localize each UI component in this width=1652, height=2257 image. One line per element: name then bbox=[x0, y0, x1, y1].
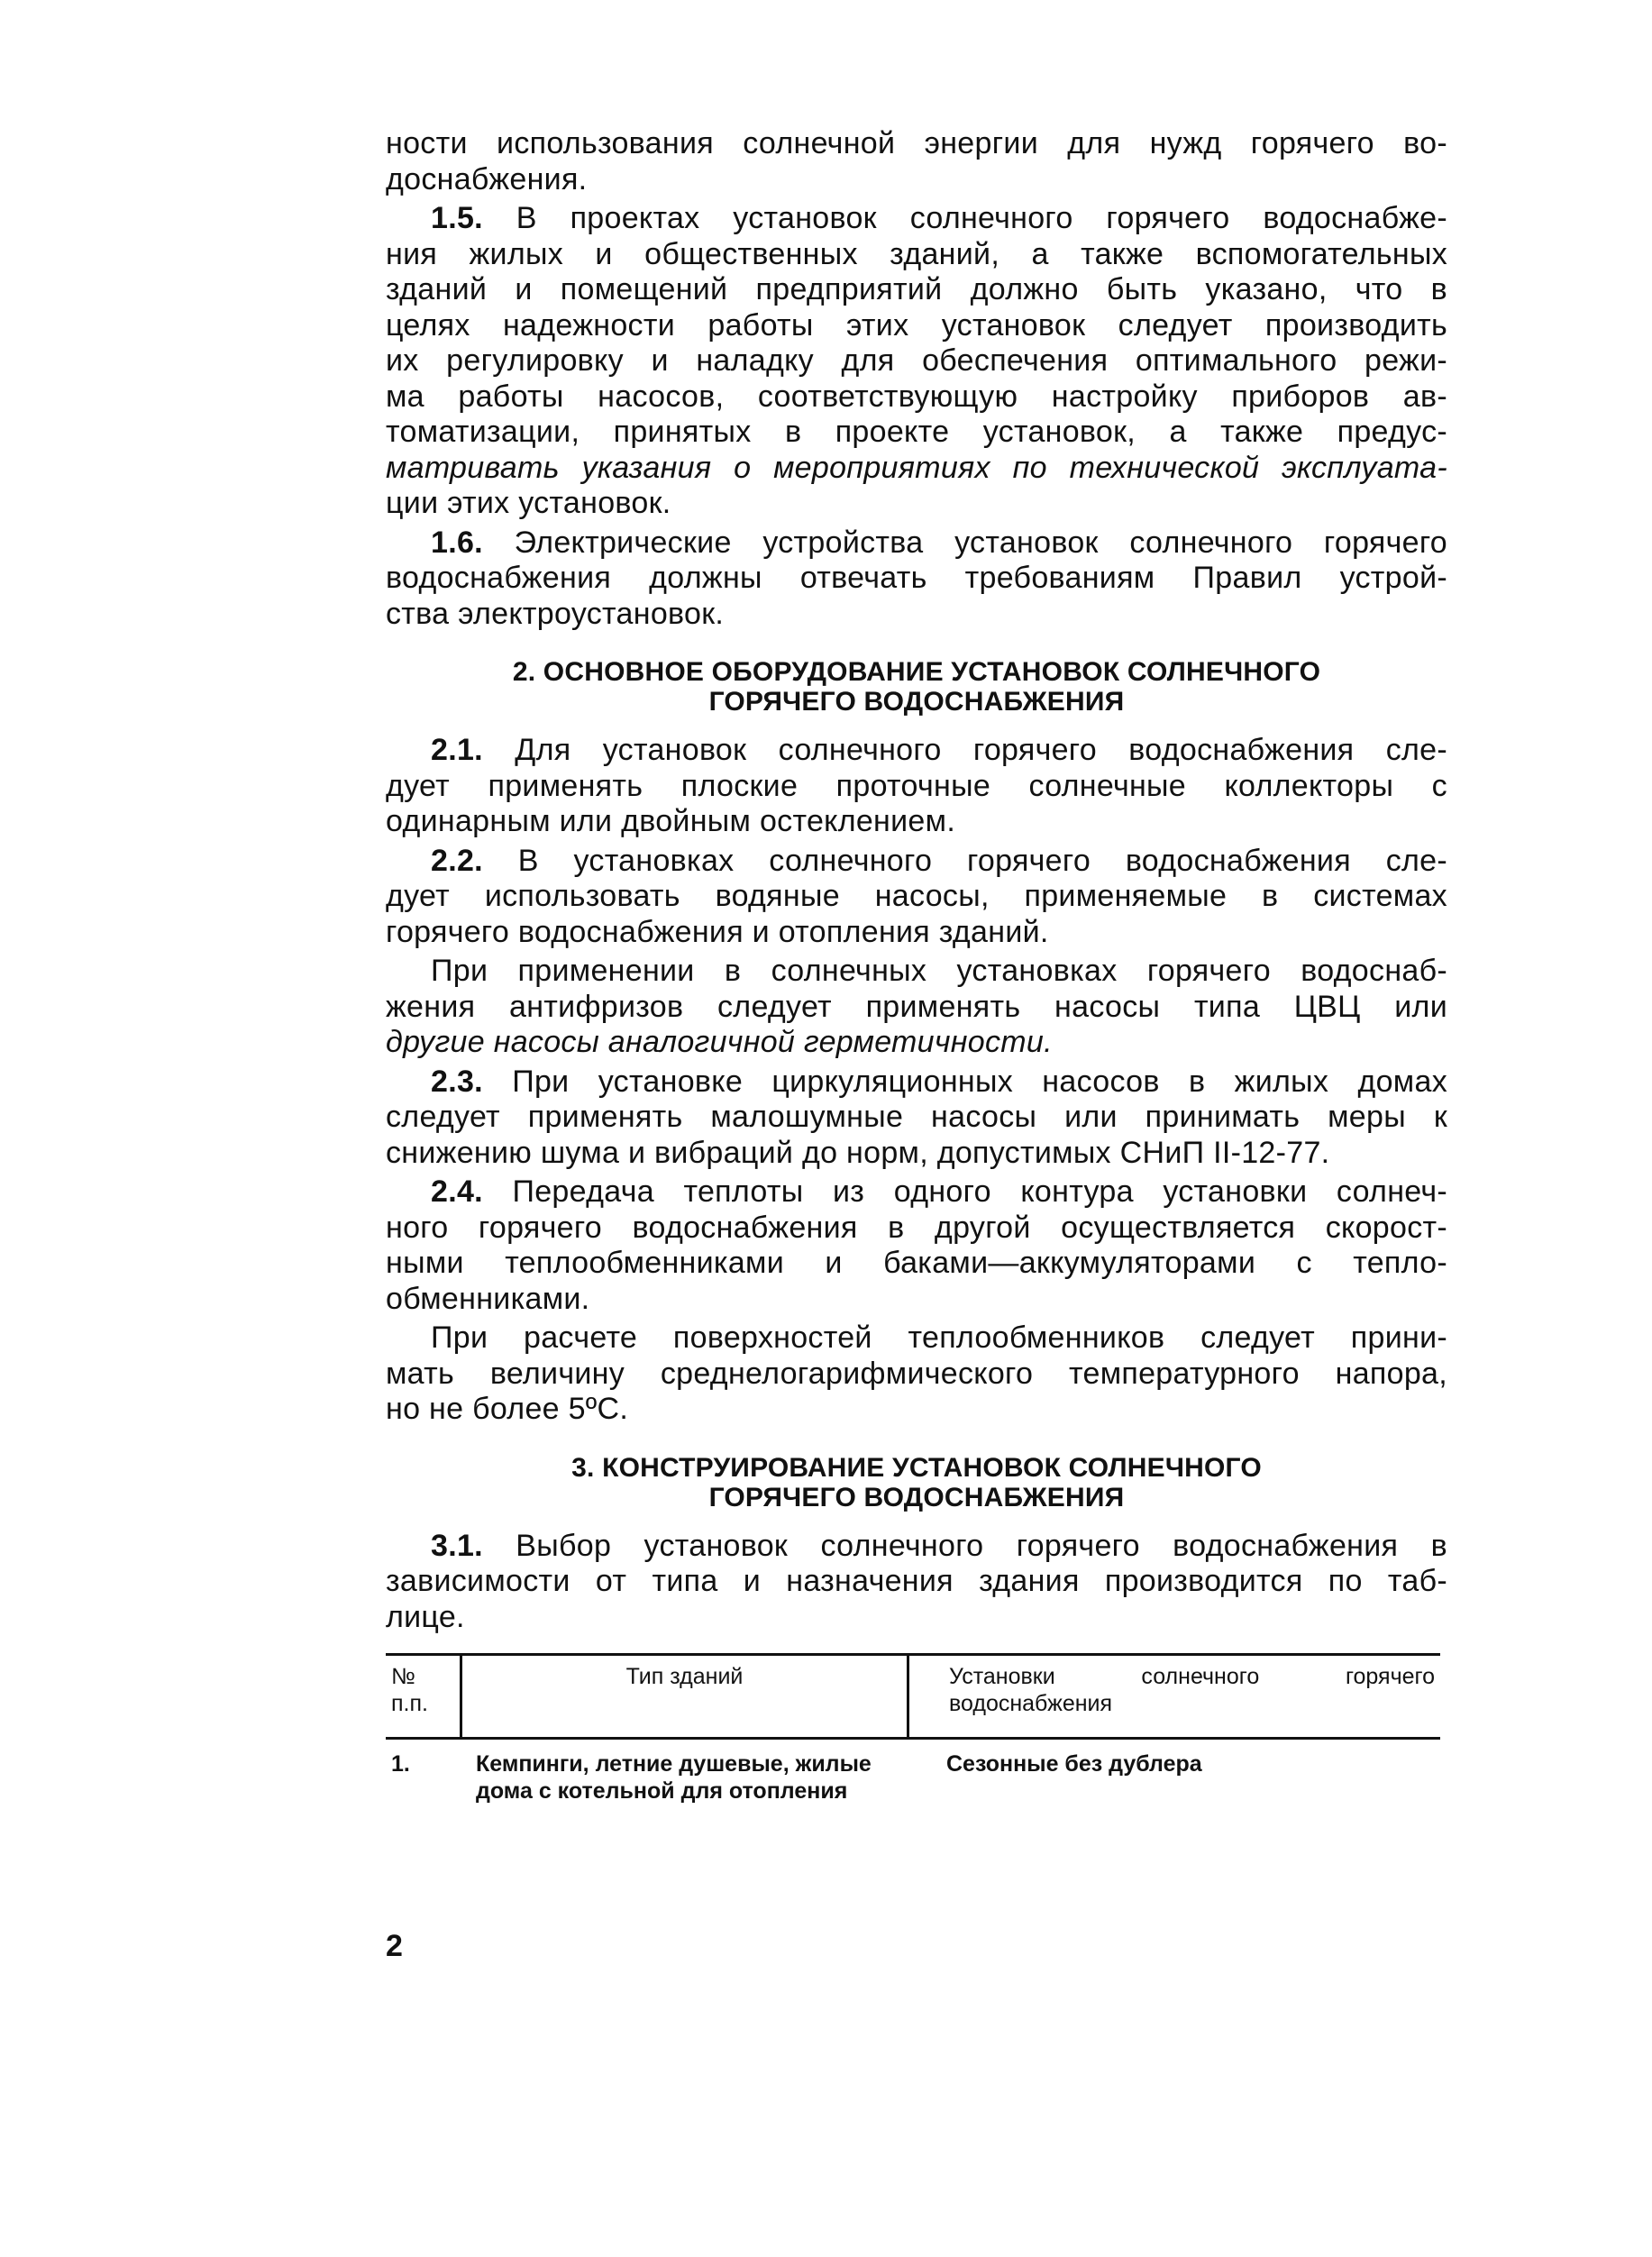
text-line: При расчете поверхностей теплообменников следует прини- bbox=[431, 1320, 1447, 1355]
continuation-paragraph bbox=[386, 126, 1447, 197]
paragraph-number: 2.2. bbox=[431, 843, 483, 878]
text-line: ния жилых и общественных зданий, а также вспомогательных bbox=[386, 236, 1447, 271]
text-line: матривать указания о мероприятиях по технической эксплуата- bbox=[386, 450, 1447, 485]
text-line: их регулировку и наладку для обеспечения оптимального режи- bbox=[386, 343, 1447, 378]
paragraph-2-2 bbox=[386, 844, 1447, 951]
text-line: ции этих установок. bbox=[386, 486, 671, 520]
text-line: одинарным или двойным остеклением. bbox=[386, 804, 956, 838]
paragraph-first-line: При установке циркуляционных насосов в жилых домах bbox=[482, 1064, 1447, 1099]
paragraph-number: 2.1. bbox=[431, 733, 483, 767]
header-building-type: Тип зданий bbox=[460, 1656, 907, 1737]
paragraph-2-2-continued bbox=[386, 954, 1447, 1061]
text-line: зависимости от типа и назначения здания производится по таб- bbox=[386, 1564, 1447, 1598]
paragraph-number: 3.1. bbox=[431, 1528, 483, 1563]
cell-installation: Сезонные без дублера bbox=[946, 1751, 1202, 1777]
cell-building-type: Кемпинги, летние душевые, жилые дома с котельной для отопления bbox=[476, 1751, 872, 1804]
heading-line: ГОРЯЧЕГО ВОДОСНАБЖЕНИЯ bbox=[708, 1482, 1125, 1512]
text-line: водоснабжения должны отвечать требованиям Правил устрой- bbox=[386, 561, 1447, 595]
text-line: обменниками. bbox=[386, 1281, 590, 1316]
text-line: ства электроустановок. bbox=[386, 596, 725, 631]
text-line: горячего водоснабжения и отопления зданий. bbox=[386, 914, 1049, 949]
text-line: ного горячего водоснабжения в другой осуществляется скорост- bbox=[386, 1210, 1447, 1245]
paragraph-first-line: В установках солнечного горячего водоснабжения сле- bbox=[482, 843, 1447, 878]
text-line bbox=[386, 733, 1447, 769]
paragraph-1-6 bbox=[386, 525, 1447, 633]
paragraph-1-5 bbox=[386, 201, 1447, 522]
paragraph-2-1 bbox=[386, 733, 1447, 840]
paragraph-first-line: Передача теплоты из одного контура установки солнеч- bbox=[482, 1174, 1447, 1209]
paragraph-first-line: В проектах установок солнечного горячего водоснабже- bbox=[482, 201, 1447, 235]
heading-line: 3. КОНСТРУИРОВАНИЕ УСТАНОВОК СОЛНЕЧНОГО bbox=[571, 1452, 1262, 1483]
paragraph-first-line: Выбор установок солнечного горячего водоснабжения в bbox=[482, 1528, 1447, 1563]
header-number: № п.п. bbox=[391, 1664, 428, 1716]
text-line: ма работы насосов, соответствующую настройку приборов ав- bbox=[386, 379, 1447, 414]
text-line: зданий и помещений предприятий должно быть указано, что в bbox=[386, 272, 1447, 306]
text-line: доснабжения. bbox=[386, 161, 588, 196]
text-line: томатизации, принятых в проекте установок, а также предус- bbox=[386, 415, 1447, 449]
text-line: дует использовать водяные насосы, применяемые в системах bbox=[386, 879, 1447, 913]
paragraph-number: 2.4. bbox=[431, 1174, 483, 1209]
text-line: снижению шума и вибраций до норм, допустимых СНиП II-12-77. bbox=[386, 1135, 1330, 1170]
text-line: ными теплообменниками и баками—аккумуляторами с тепло- bbox=[386, 1246, 1447, 1280]
section-3-heading bbox=[386, 1453, 1447, 1512]
cell-number: 1. bbox=[391, 1751, 410, 1777]
document-page bbox=[386, 126, 1447, 1815]
page-number: 2 bbox=[386, 1929, 403, 1963]
paragraph-first-line: Для установок солнечного горячего водоснабжения сле- bbox=[482, 733, 1447, 767]
text-line: лице. bbox=[386, 1599, 465, 1634]
text-line: ности использования солнечной энергии для нужд горячего во- bbox=[386, 126, 1447, 160]
text-line bbox=[386, 525, 1447, 562]
text-line: целях надежности работы этих установок следует производить bbox=[386, 307, 1447, 343]
text-line: мать величину среднелогарифмического температурного напора, bbox=[386, 1356, 1447, 1391]
heading-line: 2. ОСНОВНОЕ ОБОРУДОВАНИЕ УСТАНОВОК СОЛНЕЧНОГО bbox=[512, 657, 1321, 687]
header-installations: Установки солнечного горячего водоснабжения bbox=[907, 1656, 1440, 1737]
text-line bbox=[386, 1529, 1447, 1565]
table-row bbox=[386, 1740, 1440, 1815]
text-line bbox=[386, 1065, 1447, 1101]
paragraph-number: 2.3. bbox=[431, 1064, 483, 1099]
paragraph-2-4 bbox=[386, 1174, 1447, 1317]
paragraph-2-4-continued bbox=[386, 1320, 1447, 1428]
paragraph-number: 1.5. bbox=[431, 201, 483, 235]
text-line: но не более 5ºС. bbox=[386, 1392, 629, 1426]
text-line bbox=[386, 201, 1447, 237]
text-line: жения антифризов следует применять насосы типа ЦВЦ или bbox=[386, 989, 1447, 1024]
text-line: При применении в солнечных установках горячего водоснаб- bbox=[431, 954, 1447, 988]
text-line: другие насосы аналогичной герметичности. bbox=[386, 1025, 1053, 1059]
heading-line: ГОРЯЧЕГО ВОДОСНАБЖЕНИЯ bbox=[708, 687, 1125, 717]
section-2-heading bbox=[386, 657, 1447, 717]
text-line: дует применять плоские проточные солнечные коллекторы с bbox=[386, 768, 1447, 803]
text-line: следует применять малошумные насосы или принимать меры к bbox=[386, 1100, 1447, 1134]
table-header bbox=[386, 1653, 1440, 1740]
installations-table bbox=[386, 1653, 1440, 1815]
text-line bbox=[386, 1174, 1447, 1211]
paragraph-3-1 bbox=[386, 1529, 1447, 1636]
paragraph-number: 1.6. bbox=[431, 525, 483, 560]
text-line bbox=[386, 844, 1447, 880]
paragraph-2-3 bbox=[386, 1065, 1447, 1172]
paragraph-first-line: Электрические устройства установок солнечного горячего bbox=[482, 525, 1447, 560]
